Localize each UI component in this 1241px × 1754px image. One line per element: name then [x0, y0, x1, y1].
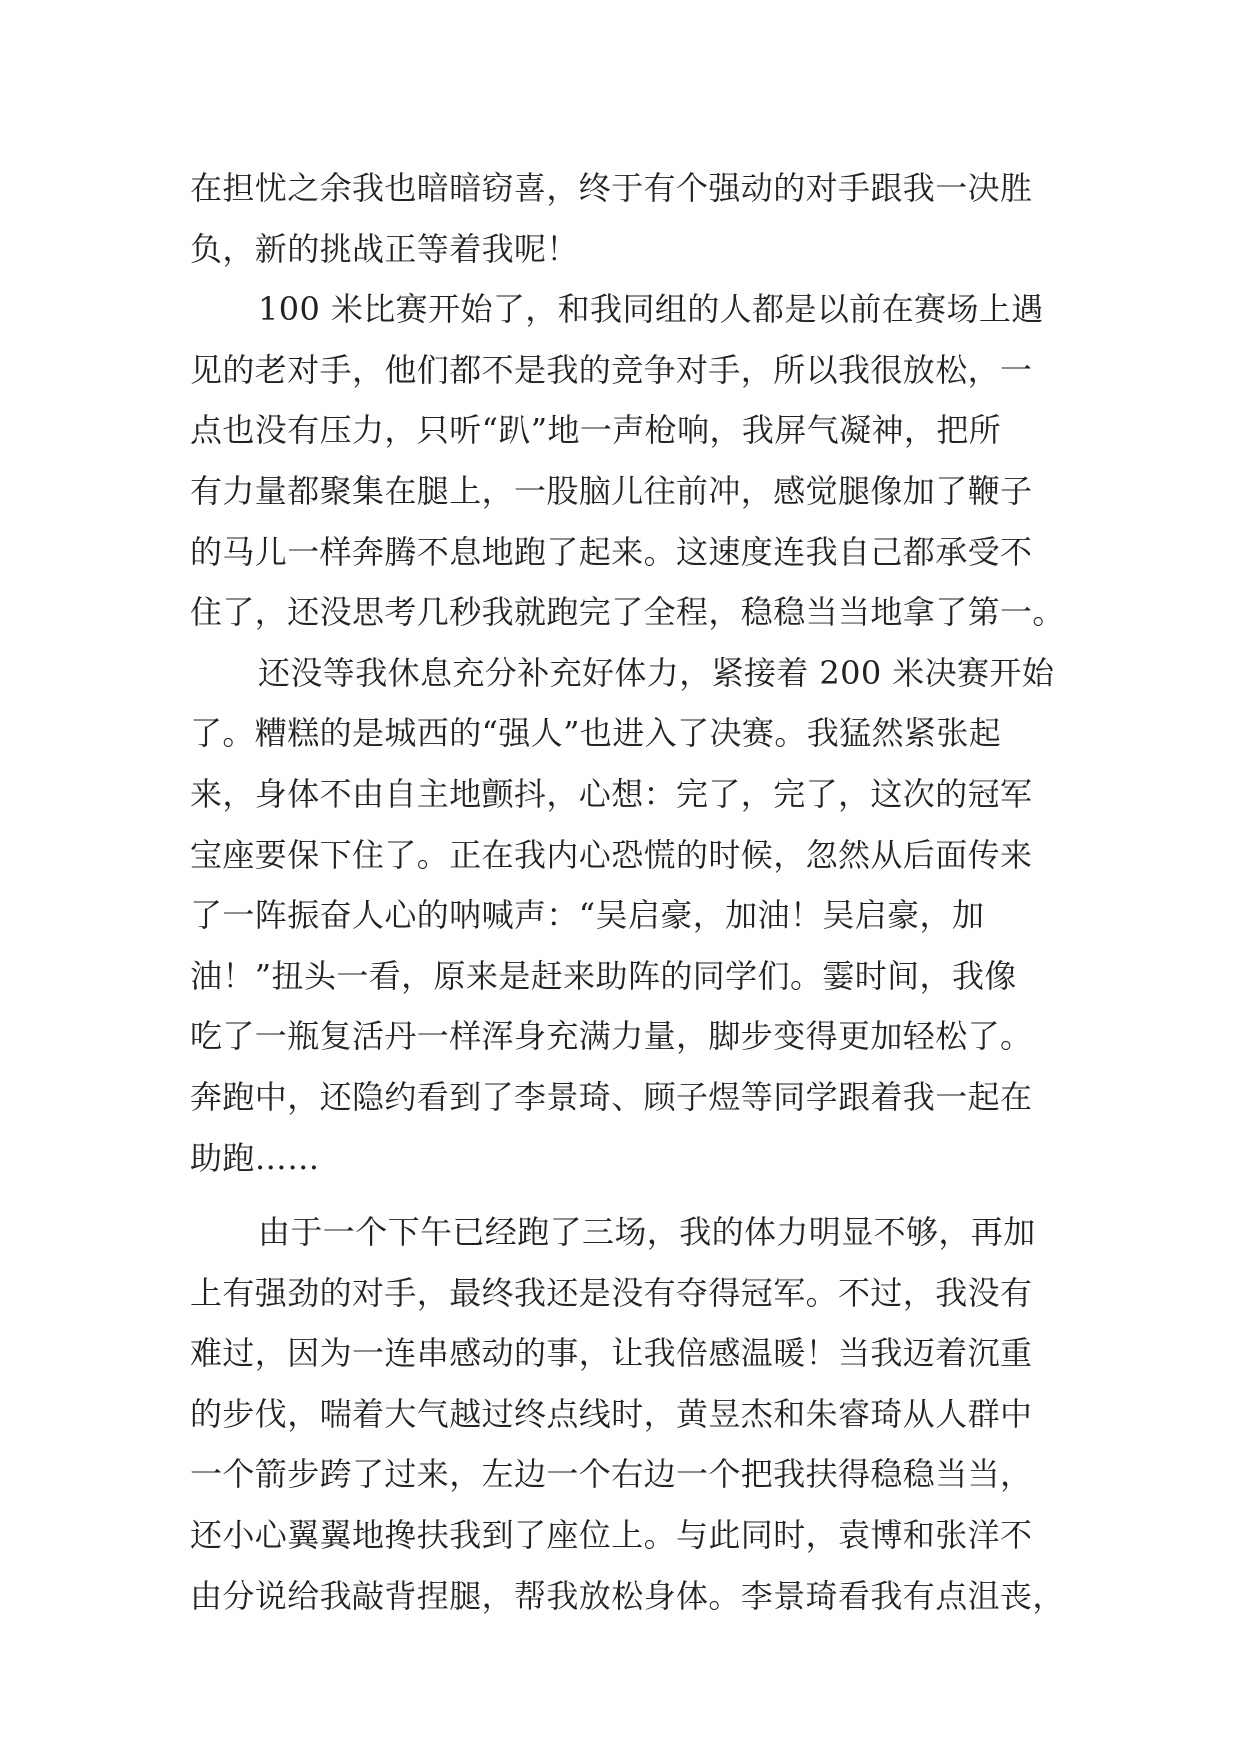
paragraph-1-line-1: 在担忧之余我也暗暗窃喜，终于有个强动的对手跟我一决胜 — [190, 169, 1033, 207]
paragraph-2-line-6: 住了，还没思考几秒我就跑完了全程，稳稳当当地拿了第一。 — [190, 593, 1065, 632]
paragraph-3-line-1: 还没等我休息充分补充好体力，紧接着 200 米决赛开始 — [258, 653, 1055, 692]
paragraph-4-line-7: 由分说给我敲背捏腿，帮我放松身体。李景琦看我有点沮丧， — [190, 1576, 1065, 1615]
paragraph-2-line-5: 的马儿一样奔腾不息地跑了起来。这速度连我自己都承受不 — [190, 532, 1033, 571]
paragraph-4-line-2: 上有强劲的对手，最终我还是没有夺得冠军。不过，我没有 — [190, 1273, 1033, 1312]
paragraph-spacer — [190, 1188, 1070, 1202]
paragraph-3-line-2: 了。糟糕的是城西的“强人”也进入了决赛。我猛然紧张起 — [190, 714, 1002, 753]
paragraph-3-line-6: 油！”扭头一看，原来是赶来助阵的同学们。霎时间，我像 — [190, 956, 1017, 995]
paragraph-3-line-7: 吃了一瓶复活丹一样浑身充满力量，脚步变得更加轻松了。 — [190, 1017, 1033, 1056]
paragraph-4-line-5: 一个箭步跨了过来，左边一个右边一个把我扶得稳稳当当， — [190, 1455, 1033, 1494]
paragraph-3-line-5: 了一阵振奋人心的呐喊声：“吴启豪，加油！吴启豪，加 — [190, 896, 985, 935]
paragraph-2-line-4: 有力量都聚集在腿上，一股脑儿往前冲，感觉腿像加了鞭子 — [190, 471, 1033, 510]
paragraph-2-line-1: 100 米比赛开始了，和我同组的人都是以前在赛场上遇 — [258, 290, 1044, 329]
document-body — [190, 158, 1070, 1626]
paragraph-4-line-3: 难过，因为一连串感动的事，让我倍感温暖！当我迈着沉重 — [190, 1334, 1033, 1373]
paragraph-2-line-3: 点也没有压力，只听“趴”地一声枪响，我屏气凝神，把所 — [190, 411, 1002, 450]
paragraph-3-line-3: 来，身体不由自主地颤抖，心想：完了，完了，这次的冠军 — [190, 774, 1033, 813]
paragraph-3-line-9: 助跑…… — [190, 1138, 320, 1177]
paragraph-4-line-6: 还小心翼翼地搀扶我到了座位上。与此同时，袁博和张洋不 — [190, 1516, 1033, 1555]
paragraph-3-line-4: 宝座要保下住了。正在我内心恐慌的时候，忽然从后面传来 — [190, 835, 1033, 874]
paragraph-4-line-4: 的步伐，喘着大气越过终点线时，黄昱杰和朱睿琦从人群中 — [190, 1394, 1033, 1433]
paragraph-1-line-2: 负，新的挑战正等着我呢！ — [190, 229, 579, 268]
paragraph-4-line-1: 由于一个下午已经跑了三场，我的体力明显不够，再加 — [258, 1213, 1036, 1252]
paragraph-2-line-2: 见的老对手，他们都不是我的竞争对手，所以我很放松，一 — [190, 350, 1033, 389]
paragraph-3-line-8: 奔跑中，还隐约看到了李景琦、顾子煜等同学跟着我一起在 — [190, 1077, 1033, 1116]
